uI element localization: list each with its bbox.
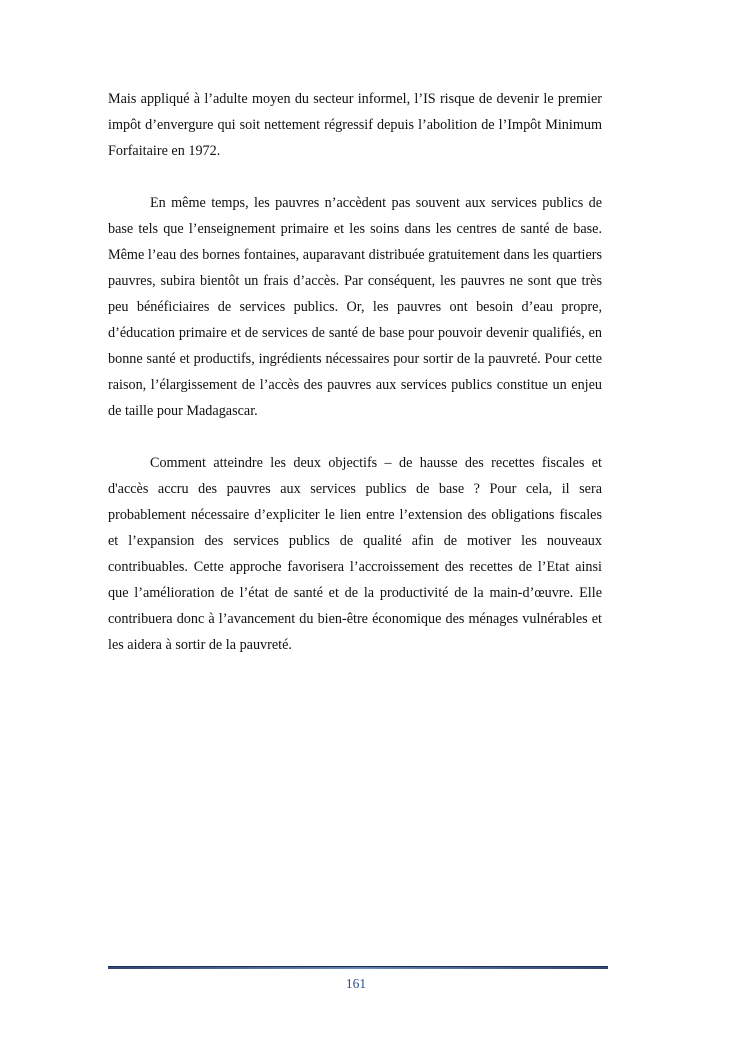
body-text: [108, 86, 602, 658]
paragraph-3: Comment atteindre les deux objectifs – de hausse des recettes fiscales et d'accès accru des pauvres aux services publics de base ? Pour cela, il sera probablement nécessaire d’expliciter le lien entre l’extension des obligations fiscales et l’expansion des services publics de qualité afin de motiver les nouveaux contribuables. Cette approche favorisera l’accroissement des recettes de l’Etat ainsi que l’amélioration de l’état de santé et de la productivité de la main-d’œuvre. Elle contribuera donc à l’avancement du bien-être économique des ménages vulnérables et les aidera à sortir de la pauvreté.: [108, 455, 602, 653]
footer-rule: [108, 965, 608, 970]
paragraph-2: En même temps, les pauvres n’accèdent pas souvent aux services publics de base tels que l’enseignement primaire et les soins dans les centres de santé de base. Même l’eau des bornes fontaines, auparavant distribuée gratuitement dans les quartiers pauvres, subira bientôt un frais d’accès. Par conséquent, les pauvres ne sont que très peu bénéficiaires de services publics. Or, les pauvres ont besoin d’eau propre, d’éducation primaire et de services de santé de base pour pouvoir devenir qualifiés, en bonne santé et productifs, ingrédients nécessaires pour sortir de la pauvreté. Pour cette raison, l’élargissement de l’accès des pauvres aux services publics constitue un enjeu de taille pour Madagascar.: [108, 195, 602, 419]
page-number: 161: [345, 976, 367, 991]
paragraph-1: Mais appliqué à l’adulte moyen du secteur informel, l’IS risque de devenir le premier impôt d’envergure qui soit nettement régressif depuis l’abolition de l’Impôt Minimum Forfaitaire en 1972.: [108, 91, 602, 159]
